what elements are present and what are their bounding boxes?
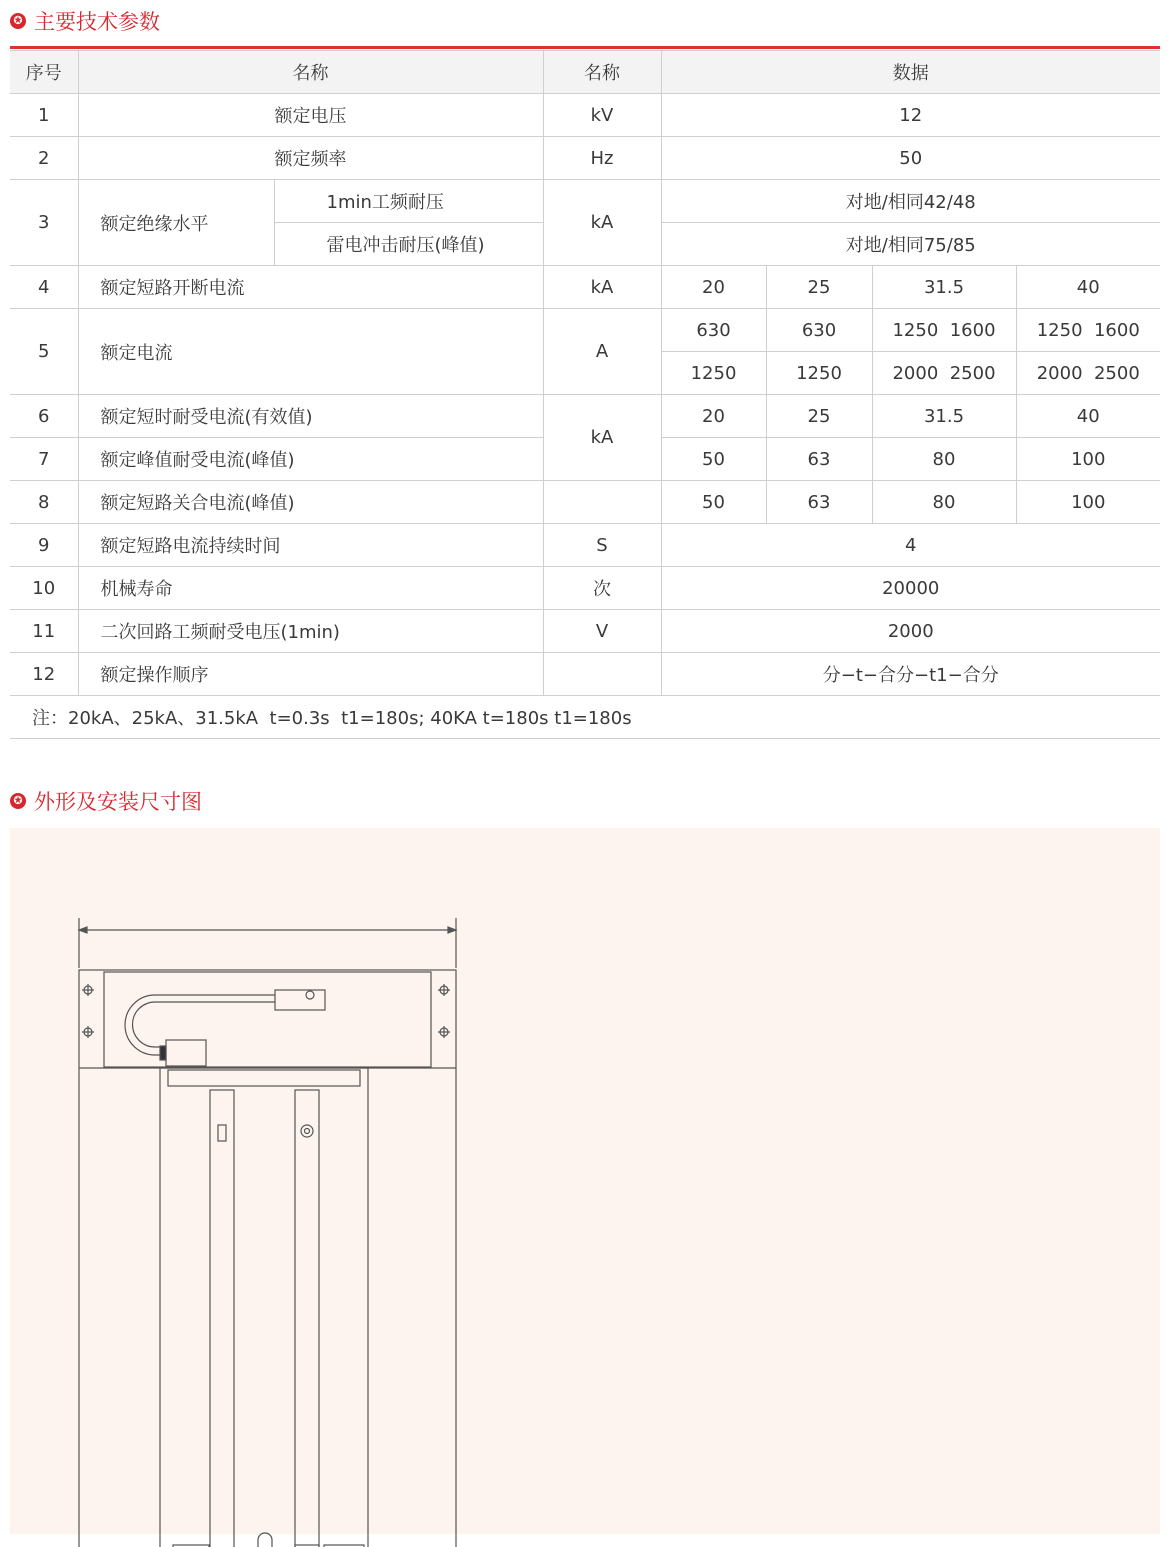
row-value: 80: [872, 481, 1016, 524]
row-subname: 雷电冲击耐压(峰值): [274, 223, 543, 266]
row-value: 63: [766, 481, 872, 524]
row-value: 1250 1600: [872, 309, 1016, 352]
row-no: 7: [10, 438, 78, 481]
row-name: 额定短路关合电流(峰值): [78, 481, 543, 524]
row-unit: A: [543, 309, 661, 395]
row-name: 额定短路电流持续时间: [78, 524, 543, 567]
row-unit: V: [543, 610, 661, 653]
row-value: 25: [766, 266, 872, 309]
row-no: 3: [10, 180, 78, 266]
row-unit: kA: [543, 180, 661, 266]
row-value: 50: [661, 137, 1160, 180]
row-value: 20: [661, 395, 766, 438]
row-value: 2000 2500: [872, 352, 1016, 395]
header-name: 名称: [78, 51, 543, 94]
row-value: 4: [661, 524, 1160, 567]
row-unit: 次: [543, 567, 661, 610]
row-no: 2: [10, 137, 78, 180]
row-no: 10: [10, 567, 78, 610]
row-no: 5: [10, 309, 78, 395]
row-value: 31.5: [872, 266, 1016, 309]
section-title-text: 外形及安装尺寸图: [34, 790, 202, 814]
row-value: 63: [766, 438, 872, 481]
front-view: [59, 918, 473, 1547]
row-value: 50: [661, 438, 766, 481]
row-value: 12: [661, 94, 1160, 137]
row-value: 80: [872, 438, 1016, 481]
row-unit: S: [543, 524, 661, 567]
row-value: 50: [661, 481, 766, 524]
row-no: 12: [10, 653, 78, 696]
row-unit: kV: [543, 94, 661, 137]
row-value: 1250 1600: [1016, 309, 1160, 352]
row-subname: 1min工频耐压: [274, 180, 543, 223]
row-name: 额定频率: [78, 137, 543, 180]
row-value: 分−t−合分−t1−合分: [661, 653, 1160, 696]
header-no: 序号: [10, 51, 78, 94]
row-no: 4: [10, 266, 78, 309]
row-value: 40: [1016, 266, 1160, 309]
row-name: 额定电流: [78, 309, 543, 395]
row-unit: Hz: [543, 137, 661, 180]
row-no: 6: [10, 395, 78, 438]
row-value: 25: [766, 395, 872, 438]
row-name: 额定短时耐受电流(有效值): [78, 395, 543, 438]
row-unit: kA: [543, 395, 661, 481]
row-value: 630: [661, 309, 766, 352]
row-name: 额定电压: [78, 94, 543, 137]
star-icon: ✪: [10, 13, 26, 29]
row-name: 额定短路开断电流: [78, 266, 543, 309]
section-title-text: 主要技术参数: [34, 10, 160, 34]
row-name: 额定操作顺序: [78, 653, 543, 696]
row-no: 9: [10, 524, 78, 567]
table-note: 注：20kA、25kA、31.5kA t=0.3s t1=180s; 40KA t=180s t1=180s: [10, 696, 1160, 739]
row-no: 1: [10, 94, 78, 137]
row-no: 8: [10, 481, 78, 524]
row-value: 1250: [766, 352, 872, 395]
row-value: 1250: [661, 352, 766, 395]
row-no: 11: [10, 610, 78, 653]
row-value: 100: [1016, 438, 1160, 481]
row-value: 2000 2500: [1016, 352, 1160, 395]
row-value: 31.5: [872, 395, 1016, 438]
star-icon: ✪: [10, 793, 26, 809]
row-value: 2000: [661, 610, 1160, 653]
row-value: 对地/相同75/85: [661, 223, 1160, 266]
row-unit: kA: [543, 266, 661, 309]
row-name: 额定峰值耐受电流(峰值): [78, 438, 543, 481]
row-name: 二次回路工频耐受电压(1min): [78, 610, 543, 653]
row-value: 20: [661, 266, 766, 309]
row-name: 机械寿命: [78, 567, 543, 610]
header-unit: 名称: [543, 51, 661, 94]
row-name: 额定绝缘水平: [78, 180, 274, 266]
row-value: 630: [766, 309, 872, 352]
row-value: 100: [1016, 481, 1160, 524]
row-value: 20000: [661, 567, 1160, 610]
row-value: 对地/相同42/48: [661, 180, 1160, 223]
header-data: 数据: [661, 51, 1160, 94]
row-value: 40: [1016, 395, 1160, 438]
